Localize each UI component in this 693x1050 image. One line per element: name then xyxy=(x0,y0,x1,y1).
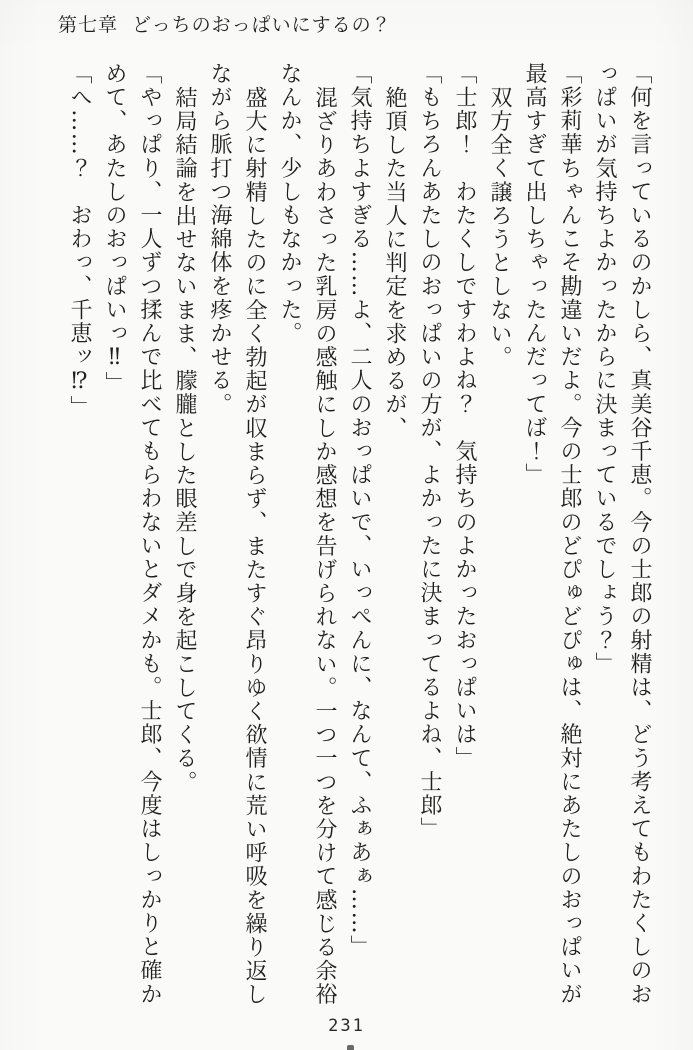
vertical-text-block xyxy=(62,62,657,1014)
text-column: めて、あたしのおっぱいっ‼」 xyxy=(102,62,127,396)
text-column: 結局結論を出せないまま、朦朧とした眼差しで身を起こしてくる。 xyxy=(172,86,197,794)
text-column: 混ざりあわさった乳房の感触にしか感想を告げられない。一つ一つを分けて感じる余裕 xyxy=(312,86,337,1007)
text-column: 「気持ちよすぎる……よ、二人のおっぱいで、いっぺんに、なんて、ふぁあぁ……」 xyxy=(347,62,372,959)
text-column: 「彩莉華ちゃんこそ勘違いだよ。今の士郎のどぴゅどぴゅは、絶対にあたしのおっぱいが xyxy=(557,62,582,1006)
chapter-number: 第七章 xyxy=(58,14,119,36)
text-column: 「もちろんあたしのおっぱいの方が、よかったに決まってるよね、士郎」 xyxy=(417,62,442,841)
text-column: 「やっぱり、一人ずつ揉んで比べてもらわないとダメかも。士郎、今度はしっかりと確か xyxy=(137,62,162,1006)
text-column: 双方全く譲ろうとしない。 xyxy=(487,86,512,370)
scan-artifact xyxy=(347,1045,354,1050)
text-column: 盛大に射精したのに全く勃起が収まらず、またすぐ昂りゆく欲情に荒い呼吸を繰り返し xyxy=(242,86,267,1007)
chapter-heading xyxy=(58,10,392,37)
text-column: 「へ……？ おわっ、千恵ッ⁉」 xyxy=(67,62,92,419)
text-column: 「士郎！ わたくしですわよね？ 気持ちのよかったおっぱいは」 xyxy=(452,62,477,770)
text-column: 絶頂した当人に判定を求めるが、 xyxy=(382,86,407,440)
chapter-title: どっちのおっぱいにするの？ xyxy=(132,14,392,36)
text-column: 最高すぎて出しちゃったんだってば！」 xyxy=(522,62,547,487)
page-number: 231 xyxy=(328,1016,365,1036)
text-column: ながら脈打つ海綿体を疼かせる。 xyxy=(207,62,232,416)
text-column: なんか、少しもなかった。 xyxy=(277,62,302,346)
text-column: っぱいが気持ちよかったからに決まっているでしょう？」 xyxy=(592,62,617,676)
text-column: 「何を言っているのかしら、真美谷千恵。今の士郎の射精は、どう考えてもわたくしのお xyxy=(627,62,652,1006)
